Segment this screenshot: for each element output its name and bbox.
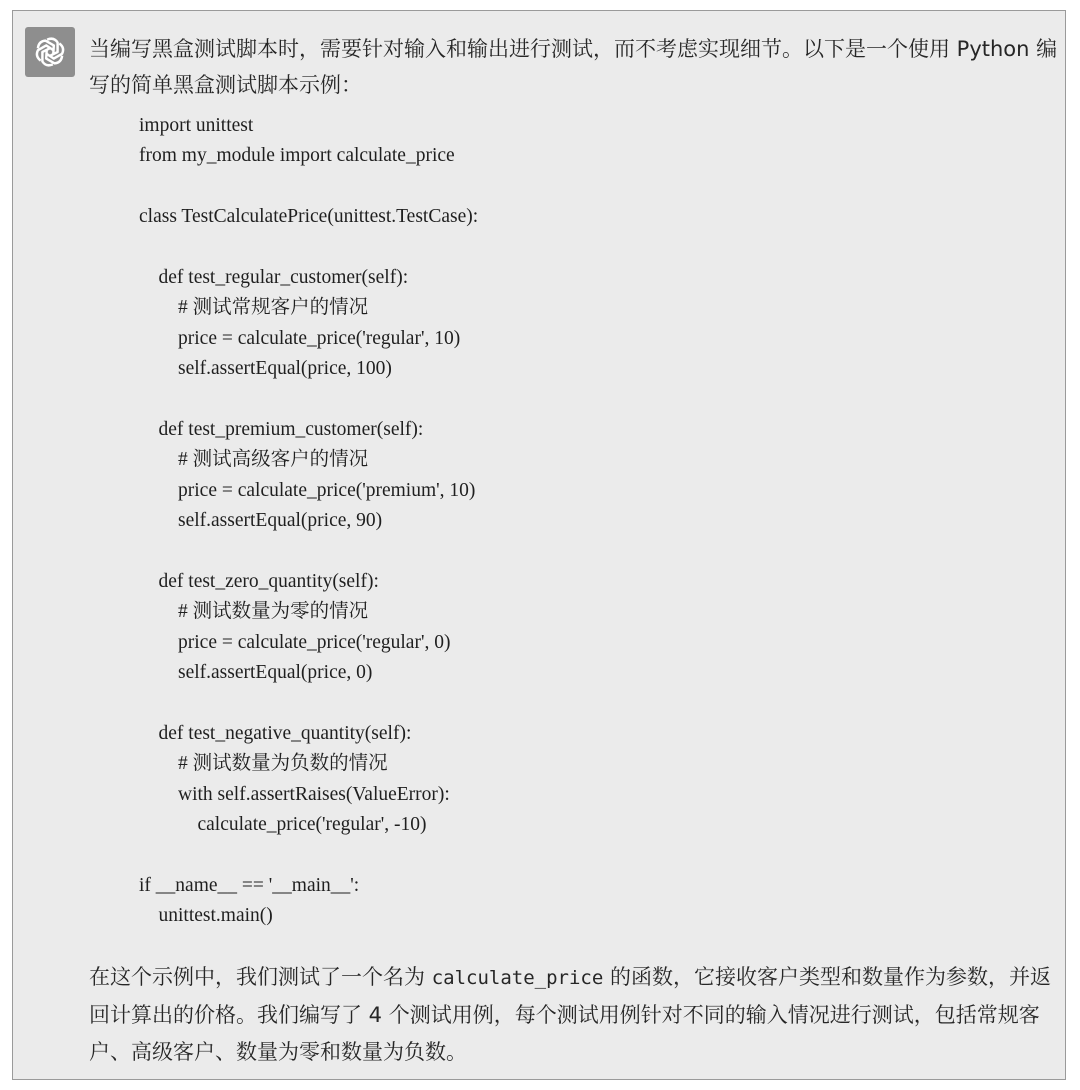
code-line (139, 172, 478, 202)
code-line: def test_negative_quantity(self): (139, 722, 412, 744)
code-line: class TestCalculatePrice(unittest.TestCase): (139, 206, 479, 228)
summary-after: 的函数，它接收客户类型和数量作为参数，并返回计算出的价格。我们编写了 4 个测试用例，每个测试用例针对不同的输入情况进行测试，包括常规客户、高级客户、数量为零和数量为负数。 (89, 965, 1051, 1064)
code-line: with self.assertRaises(ValueError): (139, 783, 450, 805)
code-line: if __name__ == '__main__': (139, 874, 360, 896)
code-line: def test_regular_customer(self): (139, 266, 409, 288)
code-line (139, 385, 478, 415)
code-line: from my_module import calculate_price (139, 145, 455, 167)
code-line (139, 840, 478, 870)
code-line: def test_zero_quantity(self): (139, 570, 379, 592)
code-line: unittest.main() (139, 905, 273, 927)
code-line: import unittest (139, 115, 254, 136)
code-line: # 测试数量为零的情况 (139, 601, 369, 623)
inline-code-function-name: calculate_price (431, 967, 604, 989)
assistant-avatar (25, 27, 75, 77)
assistant-message (12, 10, 1066, 1080)
code-line (139, 536, 478, 566)
code-line: price = calculate_price('premium', 10) (139, 479, 476, 501)
code-line: # 测试数量为负数的情况 (139, 753, 388, 775)
code-line: self.assertEqual(price, 90) (139, 510, 383, 532)
code-line: calculate_price('regular', -10) (139, 813, 427, 835)
code-line: self.assertEqual(price, 100) (139, 358, 392, 380)
code-line (139, 688, 478, 718)
code-line: price = calculate_price('regular', 0) (139, 631, 451, 653)
code-line: price = calculate_price('regular', 10) (139, 327, 461, 349)
code-line (139, 233, 478, 263)
code-line: def test_premium_customer(self): (139, 418, 424, 440)
code-line: # 测试常规客户的情况 (139, 297, 369, 319)
code-line: self.assertEqual(price, 0) (139, 662, 373, 684)
code-block (139, 111, 478, 932)
openai-logo-icon (31, 33, 69, 71)
summary-text (89, 959, 1064, 1071)
code-line: # 测试高级客户的情况 (139, 449, 369, 471)
intro-text: 当编写黑盒测试脚本时，需要针对输入和输出进行测试，而不考虑实现细节。以下是一个使用 Python 编写的简单黑盒测试脚本示例： (89, 37, 1058, 97)
summary-before: 在这个示例中，我们测试了一个名为 (89, 965, 432, 989)
